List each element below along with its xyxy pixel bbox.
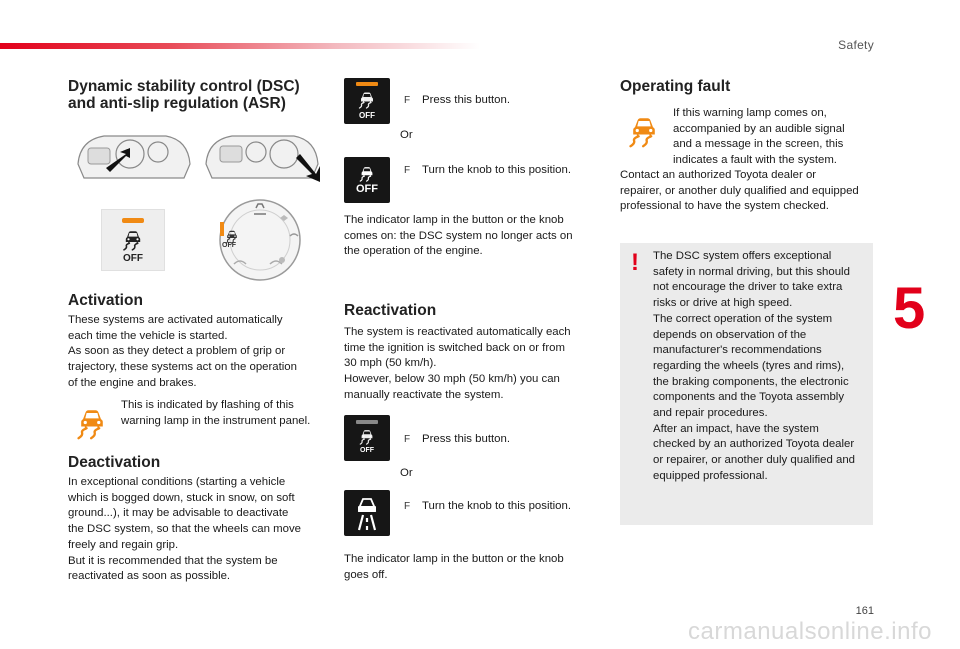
activation-lamp-text: This is indicated by flashing of this warning lamp in the instrument panel. [121,399,311,427]
deact-step-turn: F Turn the knob to this position. [404,164,572,176]
off-label: OFF [356,183,378,195]
warning-text: The DSC system offers exceptional safety in normal driving, but this should not encourage the driver to take extra risks or drive at high speed. The correct operation of the system depends on observation of the manufacturer's recommendations regarding the wheels (tyres and rims), the braking components, the electronic components and the Toyota assembly and repair procedures. After an impact, have the system checked by an authorized Toyota dealer or repairer, or another duly qualified and equipped professional. [653,250,855,482]
page-number: 161 [855,605,874,617]
react-or-label: Or [400,467,413,479]
section-title: Safety [838,38,874,52]
dsc-off-button-lamp-off [344,415,390,461]
react-step-press: F Press this button. [404,433,511,445]
safety-warning-box [620,243,873,525]
off-label: OFF [359,111,375,120]
reactivation-text: The system is reactivated automatically each time the ignition is switched back on or from 30 mph (50 km/h). However, below 30 mph (50 km/h) you can manually reactivate the system. [344,326,571,401]
indicator-lamp [122,218,144,223]
watermark: carmanualsonline.info [688,618,932,645]
dashboard-illustration-knob [202,130,322,190]
react-result-text: The indicator lamp in the button or the knob goes off. [344,553,564,581]
dsc-skid-icon [358,164,376,182]
off-label: OFF [123,253,143,264]
knob-off-label: OFF [222,242,236,249]
dashboard-illustration-button [74,130,194,190]
activation-text: These systems are activated automatically each time the vehicle is started. As soon as they detect a problem of grip or trajectory, these systems act on the operation of the engine and brakes. [68,314,297,389]
page-title: Dynamic stability control (DSC) and anti-slip regulation (ASR) [68,78,300,112]
deact-step-press: F Press this button. [404,94,511,106]
deact-result-text: The indicator lamp in the button or the knob comes on: the DSC system no longer acts on the operation of the engine. [344,214,573,258]
warning-exclamation-icon: ! [631,249,639,276]
fault-contact-text: Contact an authorized Toyota dealer or repairer, or another duly qualified and equipped professional to have the system checked. [620,169,859,213]
knob-normal-position [344,490,390,536]
operating-fault-heading: Operating fault [620,78,731,95]
off-label: OFF [360,447,374,454]
deact-or-label: Or [400,129,413,141]
chapter-number: 5 [893,276,926,341]
dsc-warning-lamp-icon [74,402,110,442]
dsc-off-button-lamp-on [344,78,390,124]
dsc-off-button-illustration [101,209,165,271]
grey-indicator-lamp [356,420,378,424]
fault-lamp-text: If this warning lamp comes on, accompanied by an audible signal and a message in the screen, this indicates a fault with the system. [673,107,845,167]
deactivation-heading: Deactivation [68,454,161,471]
reactivation-heading: Reactivation [344,302,437,319]
car-on-road-icon [350,494,384,532]
activation-heading: Activation [68,292,143,309]
dsc-skid-icon [357,89,377,109]
dsc-skid-icon [121,227,145,251]
knob-dsc-off-position [344,157,390,203]
dsc-fault-warning-lamp-icon [626,110,662,150]
deactivation-text: In exceptional conditions (starting a vehicle which is bogged down, stuck in snow, on soft ground...), it may be advisable to deactivate the DSC system, so that the wheels can move freely and regain grip. But it is recommended that the system be reactivated as soon as possible. [68,476,301,583]
header-accent-bar [0,43,480,49]
orange-indicator-lamp [356,82,378,86]
dsc-skid-icon [358,427,376,445]
react-step-turn: F Turn the knob to this position. [404,500,572,512]
